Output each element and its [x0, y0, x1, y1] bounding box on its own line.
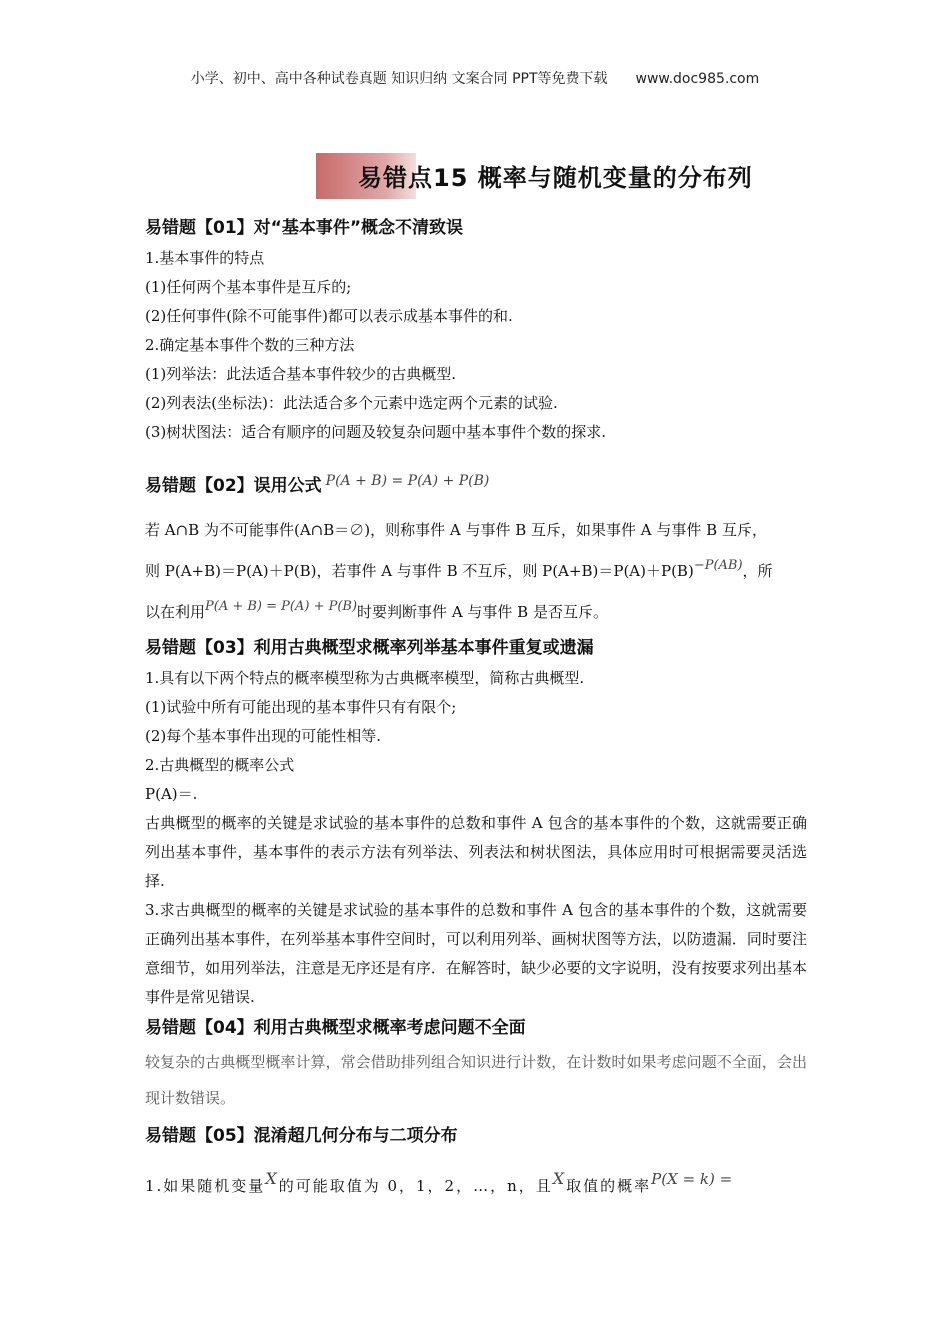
s5-var-x: X	[265, 1169, 279, 1188]
s5-line-1	[145, 1164, 807, 1201]
s3-line-4: 2.古典概型的概率公式	[145, 756, 295, 774]
header-text: 小学、初中、高中各种试卷真题 知识归纳 文案合同 PPT等免费下载	[190, 71, 608, 87]
s2-line-3-end: 时要判断事件 A 与事件 B 是否互斥。	[357, 603, 608, 621]
document-title: 易错点15 概率与随机变量的分布列	[358, 164, 753, 192]
s3-paragraph-1: 古典概型的概率的关键是求试验的基本事件的总数和事件 A 包含的基本事件的个数，这就需要正确列出基本事件，基本事件的表示方法有列举法、列表法和树状图法，具体应用时可根据需要灵活选择.	[145, 814, 807, 890]
section-02-formula: P(A + B) = P(A) + P(B)	[325, 473, 490, 489]
s4-paragraph: 较复杂的古典概型概率计算，常会借助排列组合知识进行计数，在计数时如果考虑问题不全面，会出现计数错误。	[145, 1053, 807, 1107]
s5-formula: P(X = k) =	[651, 1170, 733, 1188]
s2-line-1: 若 A∩B 为不可能事件(A∩B＝∅)，则称事件 A 与事件 B 互斥，如果事件 A 与事件 B 互斥，	[145, 521, 767, 539]
s1-line-1: 1.基本事件的特点	[145, 249, 265, 267]
s5-line-1-mid: 的可能取值为 0，1，2，…，n，且	[278, 1177, 553, 1195]
s1-line-3: (2)任何事件(除不可能事件)都可以表示成基本事件的和.	[145, 307, 513, 325]
s3-line-2: (1)试验中所有可能出现的基本事件只有有限个;	[145, 698, 457, 716]
s2-line-2-end: ，所	[742, 562, 773, 580]
document-body	[145, 212, 807, 1201]
page-header	[0, 68, 950, 88]
s1-line-4: 2.确定基本事件个数的三种方法	[145, 336, 355, 354]
s5-line-1-start: 1.如果随机变量	[145, 1177, 266, 1195]
s3-line-1: 1.具有以下两个特点的概率模型称为古典概率模型，简称古典概型.	[145, 669, 585, 687]
section-05-heading: 易错题【05】混淆超几何分布与二项分布	[145, 1126, 458, 1146]
s2-line-3	[145, 589, 807, 630]
section-02-heading-text: 易错题【02】误用公式	[145, 476, 322, 496]
s1-line-6: (2)列表法(坐标法)：此法适合多个元素中选定两个元素的试验.	[145, 394, 558, 412]
s3-paragraph-2: 3.求古典概型的概率的关键是求试验的基本事件的总数和事件 A 包含的基本事件的个数，这就需要正确列出基本事件，在列举基本事件空间时，可以利用列举、画树状图等方法，以防遗漏．同时要注意细节，如用列举法，注意是无序还是有序．在解答时，缺少必要的文字说明，没有按要求列出基本事件是常见错误.	[145, 901, 807, 1006]
s5-var-x-2: X	[552, 1169, 567, 1188]
section-03-heading: 易错题【03】利用古典概型求概率列举基本事件重复或遗漏	[145, 638, 594, 658]
s1-line-5: (1)列举法：此法适合基本事件较少的古典概型.	[145, 365, 457, 383]
section-04-heading: 易错题【04】利用古典概型求概率考虑问题不全面	[145, 1018, 526, 1038]
s3-line-5: P(A)＝.	[145, 785, 198, 803]
s3-line-3: (2)每个基本事件出现的可能性相等.	[145, 727, 382, 745]
header-site: www.doc985.com	[635, 71, 760, 87]
s2-line-2-formula: −P(AB)	[693, 558, 743, 573]
s2-paragraph	[145, 512, 807, 630]
s2-line-2-text: 则 P(A+B)＝P(A)＋P(B)，若事件 A 与事件 B 不互斥，则 P(A+B)＝P(A)＋P(B)	[145, 562, 694, 580]
section-01-heading: 易错题【01】对“基本事件”概念不清致误	[145, 218, 464, 238]
s1-line-7: (3)树状图法：适合有顺序的问题及较复杂问题中基本事件个数的探求.	[145, 423, 607, 441]
s2-line-2	[145, 548, 807, 589]
s2-line-3-formula: P(A + B) = P(A) + P(B)	[205, 599, 358, 614]
s1-line-2: (1)任何两个基本事件是互斥的;	[145, 278, 352, 296]
s2-line-3-start: 以在利用	[145, 603, 206, 621]
section-02-heading	[145, 465, 807, 502]
s5-line-1-mid2: 取值的概率	[566, 1177, 652, 1195]
